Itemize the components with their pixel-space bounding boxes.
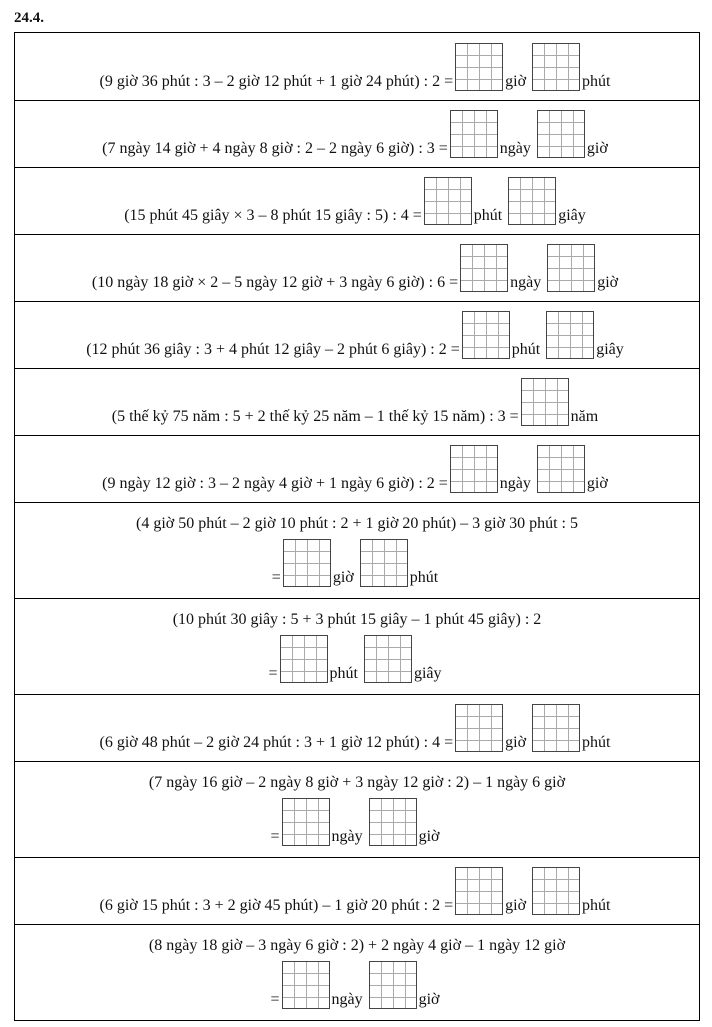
expression-text: (4 giờ 50 phút – 2 giờ 10 phút : 2 + 1 giờ 20 phút) – 3 giờ 30 phút : 5: [136, 514, 578, 532]
answer-grid-box[interactable]: [360, 539, 408, 587]
expression-text: (5 thế kỷ 75 năm : 5 + 2 thế kỷ 25 năm – 1 thế kỷ 15 năm) : 3 =: [111, 408, 519, 425]
exercise-row: [15, 301, 699, 368]
expression-text: =: [270, 827, 280, 845]
expression-text: (7 ngày 14 giờ + 4 ngày 8 giờ : 2 – 2 ngày 6 giờ) : 3 =: [102, 140, 448, 157]
expression-line: [102, 110, 612, 158]
expression-text: (10 phút 30 giây : 5 + 3 phút 15 giây – 1 phút 45 giây) : 2: [172, 610, 542, 628]
answer-grid-box[interactable]: [455, 704, 503, 752]
answer-grid-box[interactable]: [369, 798, 417, 846]
unit-label: năm: [570, 408, 599, 425]
unit-label: phút: [473, 207, 503, 224]
expression-text: (10 ngày 18 giờ × 2 – 5 ngày 12 giờ + 3 ngày 6 giờ) : 6 =: [91, 274, 459, 291]
unit-label: giờ: [418, 827, 440, 845]
expression-line: [92, 244, 622, 292]
expression-text: (8 ngày 18 giờ – 3 ngày 6 giờ : 2) + 2 ngày 4 giờ – 1 ngày 12 giờ: [148, 936, 566, 954]
answer-grid-box[interactable]: [508, 177, 556, 225]
exercise-row: [15, 234, 699, 301]
unit-label: phút: [582, 897, 611, 914]
exercise-row: [15, 857, 699, 924]
exercise-row: [15, 598, 699, 694]
answer-grid-box[interactable]: [532, 704, 580, 752]
exercise-row: [15, 100, 699, 167]
expression-line: [124, 177, 590, 225]
expression-line: [149, 937, 565, 955]
expression-text: =: [268, 664, 278, 682]
unit-label: giây: [596, 341, 624, 358]
answer-grid-box[interactable]: [282, 798, 330, 846]
expression-line: [112, 378, 602, 426]
unit-label: ngày: [499, 140, 531, 157]
answer-grid-box[interactable]: [537, 110, 585, 158]
answer-grid-box[interactable]: [450, 110, 498, 158]
expression-line: [99, 704, 614, 752]
expression-text: =: [271, 568, 281, 586]
expression-text: (6 giờ 15 phút : 3 + 2 giờ 45 phút) – 1 giờ 20 phút : 2 =: [99, 897, 454, 914]
unit-label: giờ: [597, 274, 619, 291]
unit-label: giờ: [505, 734, 527, 751]
unit-label: giờ: [332, 568, 354, 586]
exercise-heading: 24.4.: [14, 10, 44, 26]
expression-text: (6 giờ 48 phút – 2 giờ 24 phút : 3 + 1 giờ 12 phút) : 4 =: [99, 734, 454, 751]
answer-grid-box[interactable]: [532, 867, 580, 915]
exercise-row: [15, 761, 699, 857]
unit-label: ngày: [331, 990, 363, 1008]
answer-grid-box[interactable]: [455, 43, 503, 91]
answer-grid-box[interactable]: [369, 961, 417, 1009]
exercise-row: [15, 368, 699, 435]
answer-grid-box[interactable]: [450, 445, 498, 493]
expression-line: [102, 445, 612, 493]
exercise-row: [15, 167, 699, 234]
unit-label: giờ: [505, 897, 527, 914]
answer-grid-box[interactable]: [547, 244, 595, 292]
answer-grid-box[interactable]: [521, 378, 569, 426]
unit-label: giây: [413, 664, 442, 682]
expression-line: [99, 867, 614, 915]
answer-grid-box[interactable]: [546, 311, 594, 359]
unit-label: phút: [582, 734, 611, 751]
answer-grid-box[interactable]: [282, 961, 330, 1009]
expression-line: [270, 961, 443, 1009]
expression-text: (9 ngày 12 giờ : 3 – 2 ngày 4 giờ + 1 ngày 6 giờ) : 2 =: [102, 475, 448, 492]
expression-line: [136, 515, 578, 533]
unit-label: giờ: [418, 990, 440, 1008]
answer-grid-box[interactable]: [537, 445, 585, 493]
answer-grid-box[interactable]: [364, 635, 412, 683]
expression-text: (7 ngày 16 giờ – 2 ngày 8 giờ + 3 ngày 12 giờ : 2) – 1 ngày 6 giờ: [148, 773, 566, 791]
exercise-table: [14, 32, 700, 1021]
exercise-row: [15, 924, 699, 1020]
expression-line: [270, 798, 443, 846]
expression-text: =: [270, 990, 280, 1008]
expression-text: (9 giờ 36 phút : 3 – 2 giờ 12 phút + 1 giờ 24 phút) : 2 =: [99, 72, 454, 90]
unit-label: ngày: [331, 827, 363, 845]
expression-line: [149, 774, 565, 792]
expression-text: (12 phút 36 giây : 3 + 4 phút 12 giây – 2 phút 6 giây) : 2 =: [86, 341, 460, 358]
expression-line: [99, 43, 614, 91]
exercise-row: [15, 502, 699, 598]
expression-line: [268, 635, 445, 683]
unit-label: phút: [511, 341, 541, 358]
unit-label: phút: [582, 72, 611, 90]
expression-text: (15 phút 45 giây × 3 – 8 phút 15 giây : 5) : 4 =: [124, 207, 422, 224]
unit-label: ngày: [499, 475, 531, 492]
expression-line: [86, 311, 628, 359]
answer-grid-box[interactable]: [280, 635, 328, 683]
unit-label: giờ: [586, 475, 608, 492]
unit-label: giây: [558, 207, 586, 224]
unit-label: ngày: [510, 274, 542, 291]
answer-grid-box[interactable]: [455, 867, 503, 915]
exercise-row: [15, 694, 699, 761]
answer-grid-box[interactable]: [424, 177, 472, 225]
expression-line: [173, 611, 542, 629]
answer-grid-box[interactable]: [283, 539, 331, 587]
exercise-row: [15, 33, 699, 100]
expression-line: [272, 539, 442, 587]
unit-label: giờ: [505, 72, 527, 90]
answer-grid-box[interactable]: [460, 244, 508, 292]
unit-label: phút: [409, 568, 439, 586]
unit-label: phút: [329, 664, 358, 682]
unit-label: giờ: [586, 140, 608, 157]
answer-grid-box[interactable]: [462, 311, 510, 359]
exercise-row: [15, 435, 699, 502]
answer-grid-box[interactable]: [532, 43, 580, 91]
